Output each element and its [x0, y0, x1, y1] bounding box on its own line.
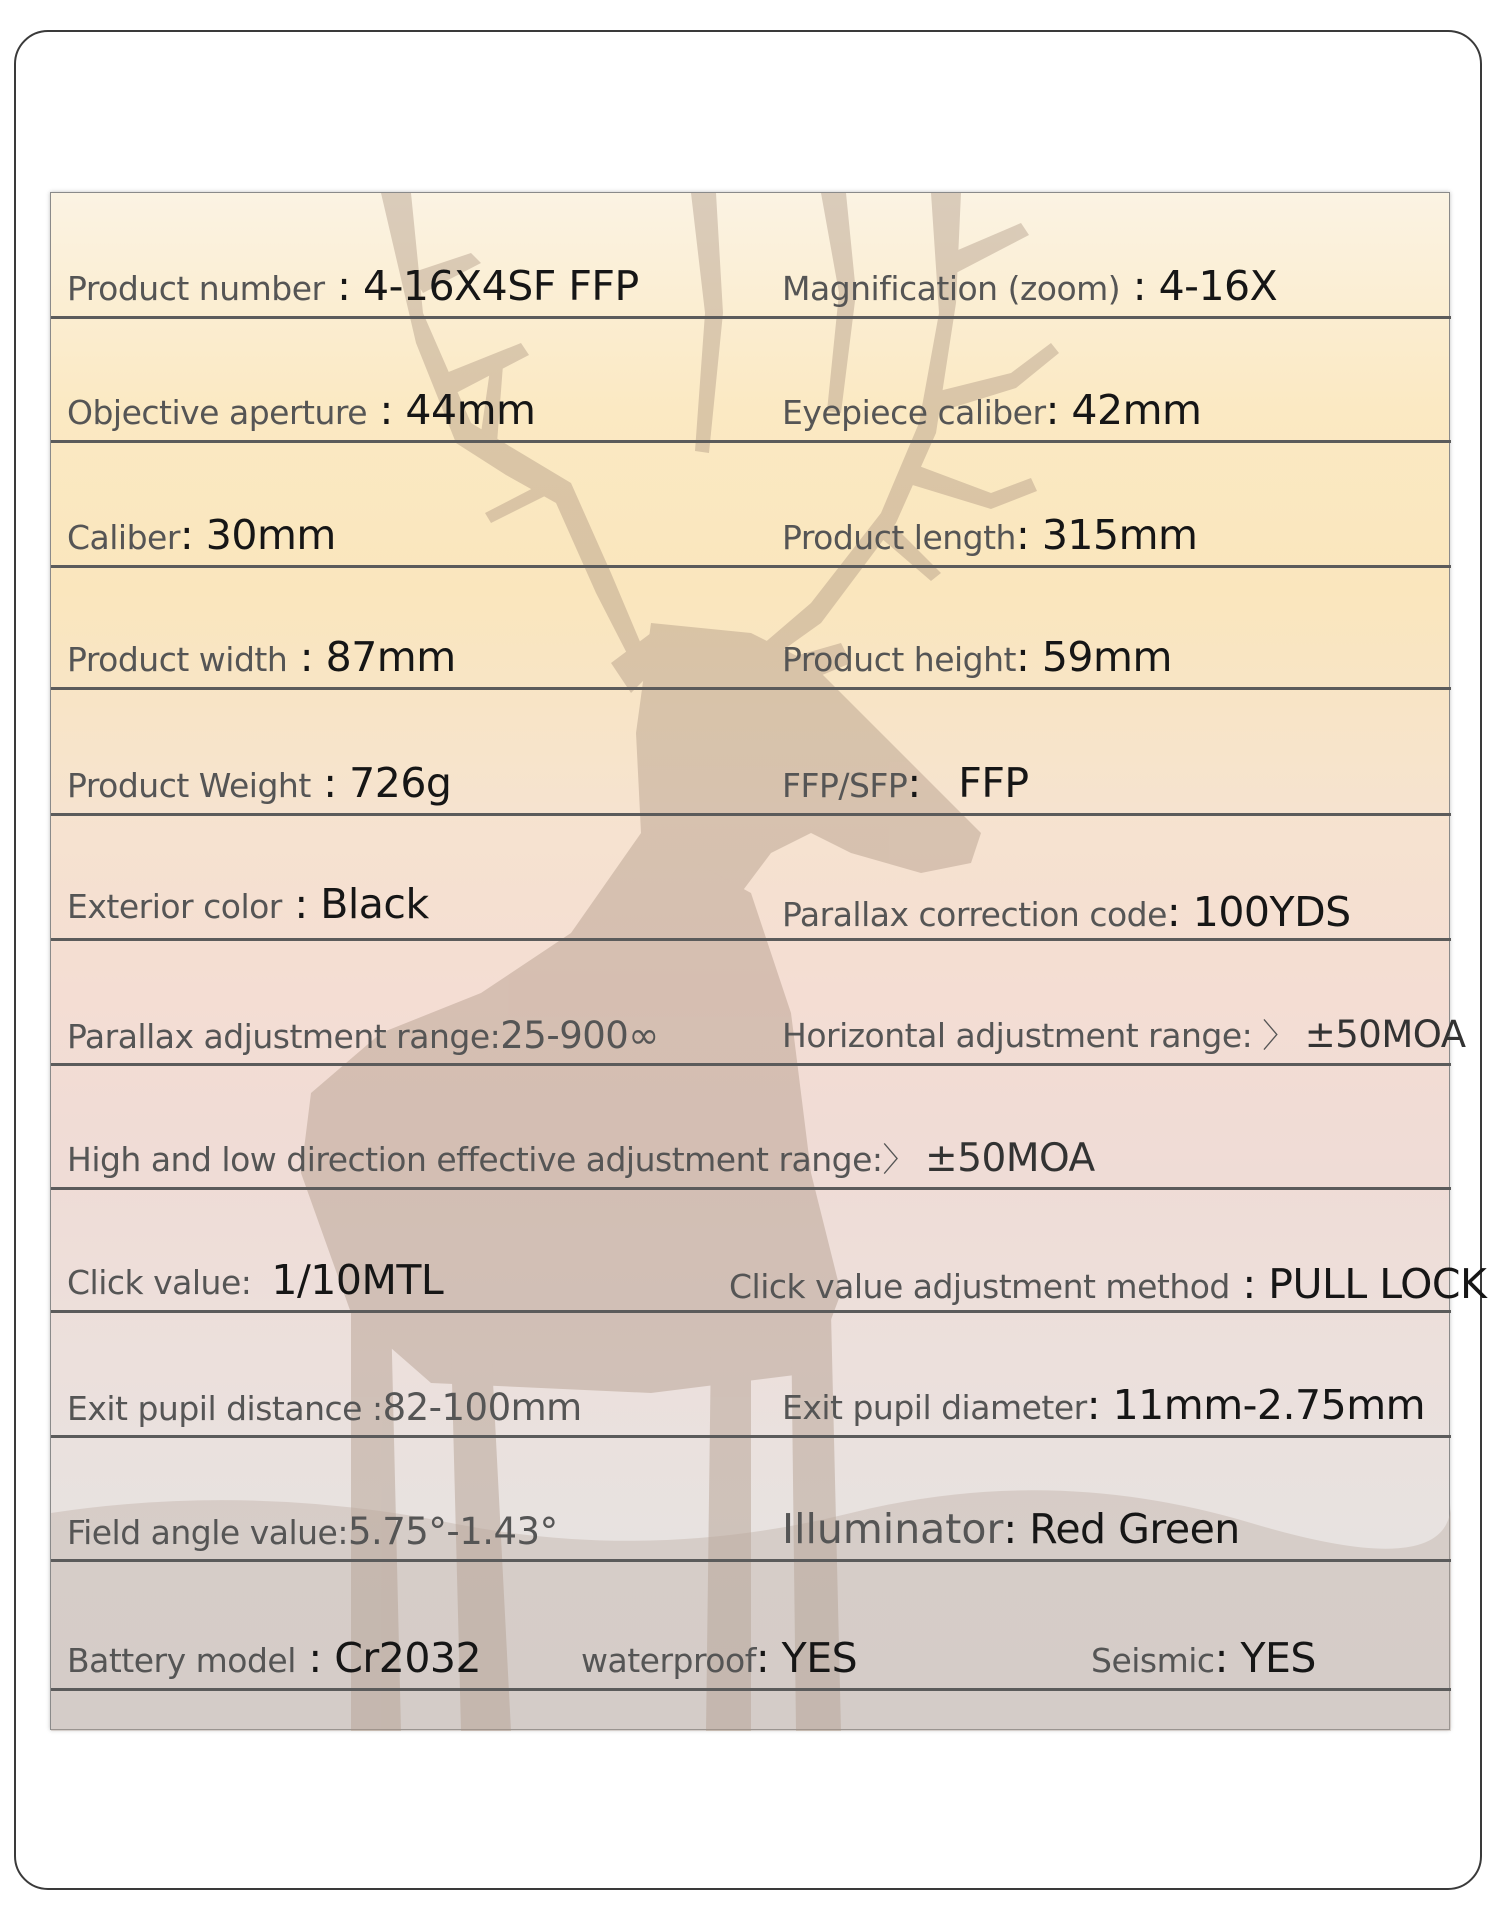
exit-pupil-diameter-value: 11mm-2.75mm [1112, 1381, 1426, 1429]
spec-row-6 [51, 871, 1451, 941]
spec-eyepiece-caliber: Eyepiece caliber: 42mm [782, 386, 1202, 434]
product-number-label: Product number [67, 269, 325, 308]
spec-row-5 [51, 746, 1451, 816]
spec-row-2 [51, 373, 1451, 443]
spec-click-value: Click value: 1/10MTL [67, 1256, 444, 1304]
illuminator-value: Red Green [1029, 1505, 1240, 1553]
spec-row-8 [51, 1120, 1451, 1190]
seismic-label: Seismic [1091, 1641, 1215, 1680]
waterproof-value: YES [781, 1634, 858, 1682]
horizontal-range-value: ±50MOA [1304, 1013, 1466, 1056]
spec-objective-aperture: Objective aperture : 44mm [67, 386, 536, 434]
exit-pupil-distance-label: Exit pupil distance [67, 1389, 362, 1428]
spec-product-weight: Product Weight : 726g [67, 759, 452, 807]
product-width-value: 87mm [325, 633, 456, 681]
battery-model-value: Cr2032 [334, 1634, 482, 1682]
spec-product-number: Product number : 4-16X4SF FFP [67, 262, 639, 310]
horizontal-range-label: Horizontal adjustment range [782, 1016, 1242, 1055]
waterproof-label: waterproof [581, 1641, 756, 1680]
caliber-label: Caliber [67, 518, 180, 557]
spec-row-10 [51, 1368, 1451, 1438]
spec-row-3 [51, 498, 1451, 568]
spec-click-method: Click value adjustment method : PULL LOCK [729, 1260, 1487, 1308]
seismic-value: YES [1240, 1634, 1316, 1682]
spec-exterior-color: Exterior color : Black [67, 880, 429, 928]
spec-product-height: Product height: 59mm [782, 633, 1172, 681]
spec-exit-pupil-diameter: Exit pupil diameter: 11mm-2.75mm [782, 1381, 1426, 1429]
product-height-value: 59mm [1041, 633, 1172, 681]
exterior-color-label: Exterior color [67, 887, 282, 926]
parallax-range-value: 25-900∞ [500, 1014, 659, 1057]
spec-row-4 [51, 620, 1451, 690]
objective-aperture-label: Objective aperture [67, 393, 368, 432]
spec-ffp-sfp: FFP/SFP: FFP [782, 759, 1029, 807]
click-value-label: Click value [67, 1263, 241, 1302]
parallax-range-label: Parallax adjustment range [67, 1017, 490, 1056]
spec-field-angle: Field angle value:5.75°-1.43° [67, 1510, 558, 1553]
product-length-label: Product length [782, 518, 1016, 557]
spec-illuminator: Illuminator: Red Green [782, 1505, 1240, 1553]
eyepiece-caliber-value: 42mm [1071, 386, 1202, 434]
spec-magnification: Magnification (zoom) : 4-16X [782, 262, 1278, 310]
product-width-label: Product width [67, 640, 288, 679]
spec-horizontal-range: Horizontal adjustment range: 〉 ±50MOA [782, 1013, 1466, 1056]
spec-waterproof: waterproof: YES [581, 1634, 858, 1682]
ffp-sfp-value: FFP [958, 759, 1029, 807]
spec-panel [50, 192, 1487, 1730]
spec-row-11 [51, 1492, 1451, 1562]
click-value-value: 1/10MTL [271, 1256, 444, 1304]
exterior-color-value: Black [320, 880, 429, 928]
field-angle-label: Field angle value [67, 1513, 338, 1552]
magnification-label: Magnification (zoom) [782, 269, 1121, 308]
product-number-value: 4-16X4SF FFP [362, 262, 639, 310]
spec-exit-pupil-distance: Exit pupil distance :82-100mm [67, 1386, 582, 1429]
vertical-range-label: High and low direction effective adjustment range [67, 1140, 872, 1179]
vertical-range-value: ±50MOA [925, 1136, 1095, 1181]
click-method-label: Click value adjustment method [729, 1267, 1230, 1306]
exit-pupil-diameter-label: Exit pupil diameter [782, 1388, 1087, 1427]
spec-seismic: Seismic: YES [1091, 1634, 1316, 1682]
spec-product-length: Product length: 315mm [782, 511, 1198, 559]
product-weight-label: Product Weight [67, 766, 311, 805]
spec-caliber: Caliber: 30mm [67, 511, 336, 559]
spec-row-7 [51, 996, 1466, 1066]
parallax-code-label: Parallax correction code [782, 895, 1167, 934]
caliber-value: 30mm [205, 511, 336, 559]
battery-model-label: Battery model [67, 1641, 296, 1680]
spec-product-width: Product width : 87mm [67, 633, 456, 681]
spec-row-12 [51, 1621, 1451, 1691]
exit-pupil-distance-value: 82-100mm [382, 1386, 582, 1429]
product-length-value: 315mm [1041, 511, 1198, 559]
eyepiece-caliber-label: Eyepiece caliber [782, 393, 1046, 432]
product-height-label: Product height [782, 640, 1016, 679]
click-method-value: PULL LOCK [1268, 1260, 1487, 1308]
product-weight-value: 726g [349, 759, 452, 807]
spec-parallax-range: Parallax adjustment range:25-900∞ [67, 1014, 659, 1057]
field-angle-value: 5.75°-1.43° [347, 1510, 558, 1553]
spec-row-9 [51, 1243, 1487, 1313]
magnification-value: 4-16X [1158, 262, 1278, 310]
spec-row-1 [51, 249, 1451, 319]
spec-battery-model: Battery model : Cr2032 [67, 1634, 482, 1682]
objective-aperture-value: 44mm [405, 386, 536, 434]
spec-parallax-code: Parallax correction code: 100YDS [782, 888, 1351, 936]
ffp-sfp-label: FFP/SFP [782, 766, 908, 805]
parallax-code-value: 100YDS [1192, 888, 1351, 936]
illuminator-label: Illuminator [782, 1505, 1004, 1553]
spec-vertical-range: High and low direction effective adjustment range:〉 ±50MOA [67, 1136, 1095, 1181]
